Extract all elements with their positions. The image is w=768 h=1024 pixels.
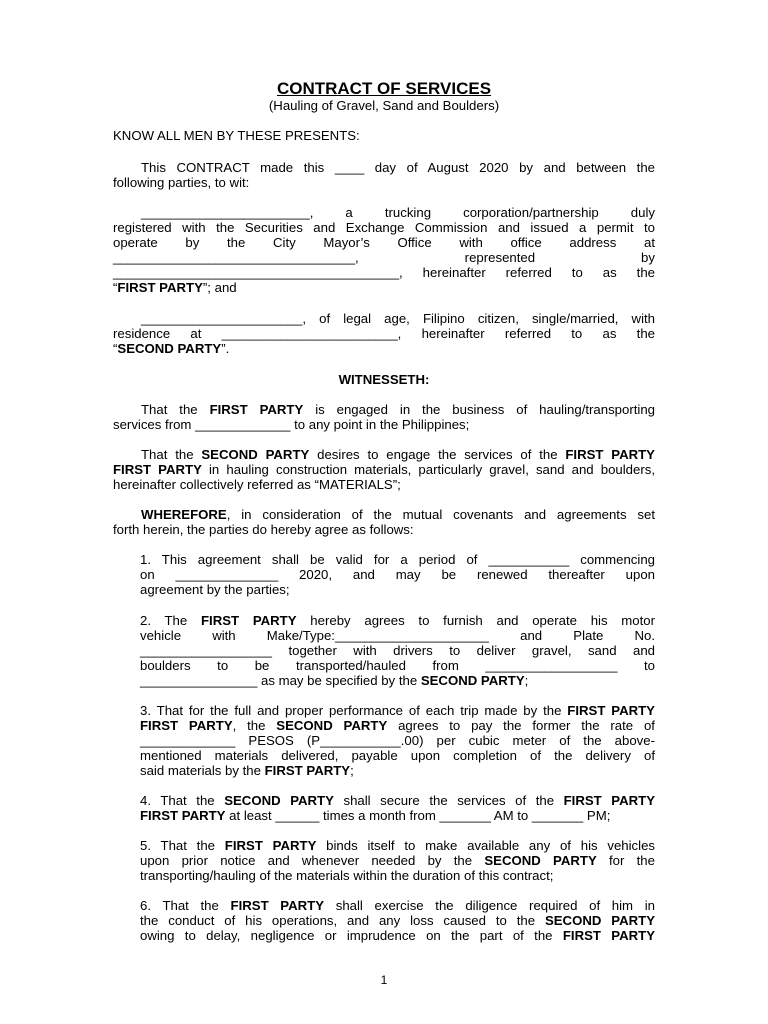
wherefore-paragraph: WHEREFORE, in consideration of the mutual covenants and agreements set forth herein, the parties do hereby agree as follows: <box>113 507 655 537</box>
first-party-term: FIRST PARTY <box>117 280 203 295</box>
witness-paragraph-1: That the FIRST PARTY is engaged in the business of hauling/transporting services from _____________ to any point in the Philippines; <box>113 402 655 432</box>
second-party-paragraph: ______________________, of legal age, Filipino citizen, single/married, with residence at ________________________, hereinafter referred to as the “SECOND PARTY”. <box>113 311 655 356</box>
clause-3: 3. That for the full and proper performance of each trip made by the FIRST PARTY FIRST PARTY, the SECOND PARTY agrees to pay the former the rate of _____________ PESOS (P___________.00) per cubic meter of the above- mentioned materials delivered, payable upon completion of the delivery of said materials by the FIRST PARTY; <box>140 703 655 778</box>
second-party-term: SECOND PARTY <box>117 341 222 356</box>
clause-2: 2. The FIRST PARTY hereby agrees to furnish and operate his motor vehicle with Make/Type:_____________________ and Plate No. __________________ together with drivers to deliver gravel, sand and boulders to be transported/hauled from __________________ to ________________ as may be specified by the SECOND PARTY; <box>140 613 656 688</box>
contract-paragraph: This CONTRACT made this ____ day of August 2020 by and between the following parties, to wit: <box>113 160 655 190</box>
document-subtitle: (Hauling of Gravel, Sand and Boulders) <box>268 98 500 113</box>
clause-1: 1. This agreement shall be valid for a period of ___________ commencing on ______________ 2020, and may be renewed thereafter upon agreement by the parties; <box>140 552 655 597</box>
clause-4: 4. That the SECOND PARTY shall secure the services of the FIRST PARTY FIRST PARTY at least ______ times a month from _______ AM to _______ PM; <box>140 793 655 823</box>
witnesseth-heading: WITNESSETH: <box>338 372 430 387</box>
clause-5: 5. That the FIRST PARTY binds itself to make available any of his vehicles upon prior notice and whenever needed by the SECOND PARTY for the transporting/hauling of the materials within the duration of this contract; <box>140 838 655 883</box>
clause-6: 6. That the FIRST PARTY shall exercise the diligence required of him in the conduct of his operations, and any loss caused to the SECOND PARTY owing to delay, negligence or imprudence on the part of the FIRST PARTY <box>140 898 655 943</box>
first-party-paragraph: _______________________, a trucking corporation/partnership duly registered with the Securities and Exchange Commission and issued a permit to operate by the City Mayor’s Office with office address at _________________________________, represented by _______________________________________, hereinafter referred to as the “FIRST PARTY”; and <box>113 205 655 295</box>
document-title: CONTRACT OF SERVICES <box>276 79 492 98</box>
page-number: 1 <box>380 973 388 987</box>
know-all-heading: KNOW ALL MEN BY THESE PRESENTS: <box>113 128 360 143</box>
witness-paragraph-2: That the SECOND PARTY desires to engage the services of the FIRST PARTY FIRST PARTY in hauling construction materials, particularly gravel, sand and boulders, hereinafter collectively referred as “MATERIALS”; <box>113 447 655 492</box>
